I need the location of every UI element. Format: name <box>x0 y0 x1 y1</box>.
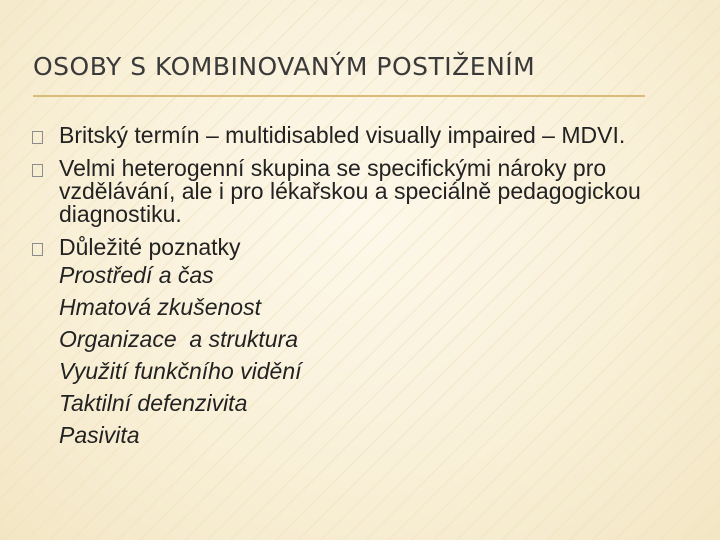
sub-item: Organizace a struktura <box>59 326 299 352</box>
sub-item: Pasivita <box>59 422 140 448</box>
bullet-item <box>32 157 712 226</box>
sub-item: Taktilní defenzivita <box>59 390 248 416</box>
sub-list <box>32 259 712 451</box>
sub-item: Hmatová zkušenost <box>59 294 261 320</box>
bullet-text: Britský termín – multidisabled visually impaired – MDVI. <box>59 122 626 148</box>
bullet-text: Důležité poznatky <box>59 234 241 260</box>
square-bullet-icon <box>32 243 43 256</box>
title-underline <box>33 95 645 97</box>
bullet-text: Velmi heterogenní skupina se specifickými nároky pro vzdělávání, ale i pro lékařskou a speciálně pedagogickou diagnostiku. <box>59 155 641 227</box>
bullet-item <box>32 124 712 147</box>
square-bullet-icon <box>32 131 43 144</box>
square-bullet-icon <box>32 164 43 177</box>
slide-title: OSOBY S KOMBINOVANÝM POSTIŽENÍM <box>33 52 536 81</box>
sub-item: Prostředí a čas <box>59 262 214 288</box>
sub-item: Využití funkčního vidění <box>59 358 302 384</box>
bullet-item <box>32 236 712 259</box>
slide-content <box>32 124 712 451</box>
